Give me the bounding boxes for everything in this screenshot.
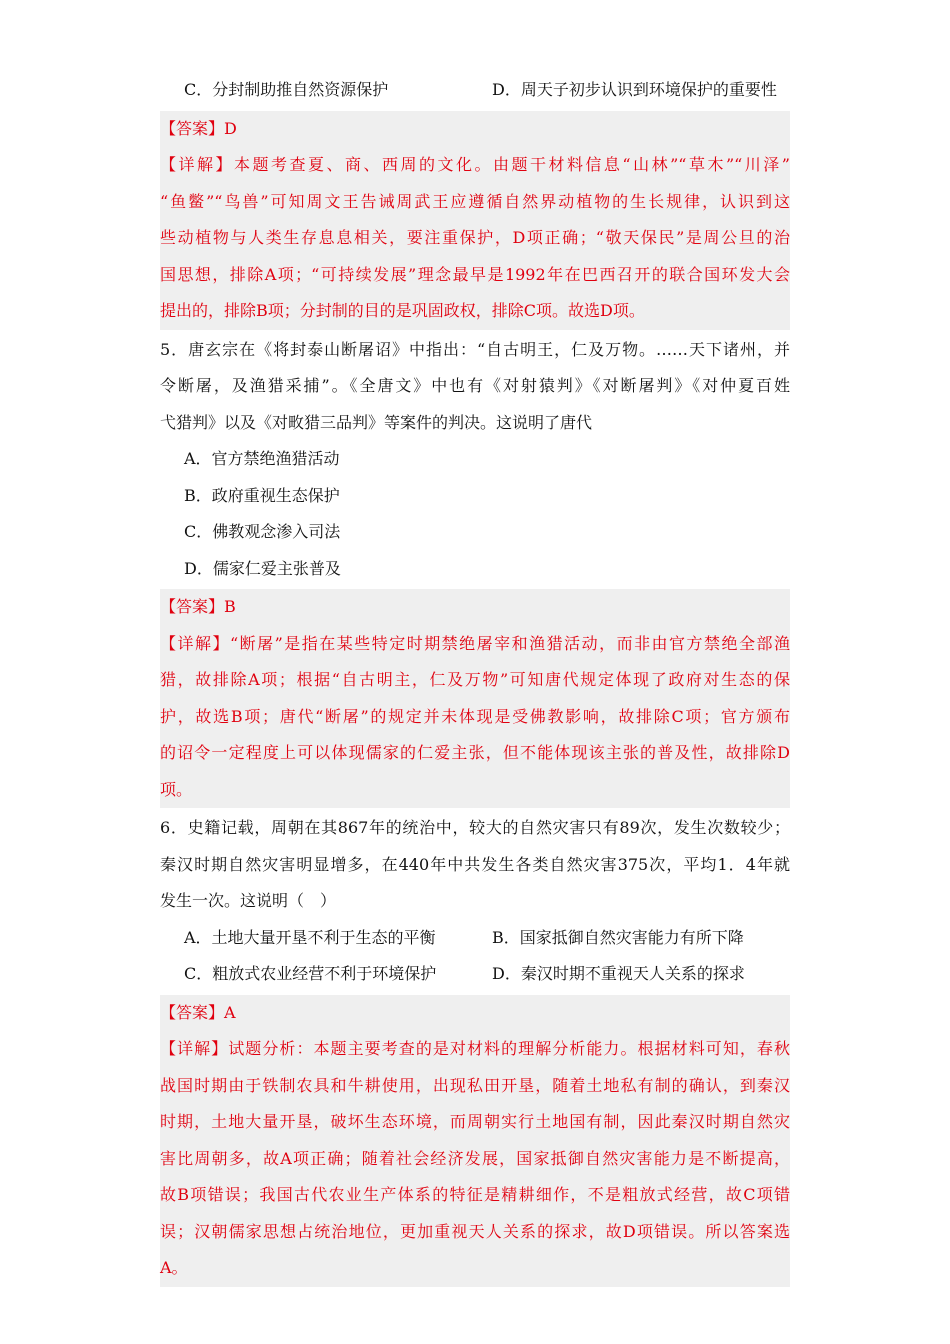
q6-detail-line: 时期，土地大量开垦，破坏生态环境，而周朝实行土地国有制，因此秦汉时期自然灾	[160, 1112, 790, 1131]
q6-stem-line: 发生一次。这说明（ ）	[160, 891, 337, 910]
q4-detail-line: 【详解】本题考查夏、商、西周的文化。由题干材料信息“山林”“草木”“川泽”	[160, 155, 790, 174]
q5-option-b[interactable]: B．政府重视生态保护	[184, 485, 340, 505]
q5-option-d[interactable]: D．儒家仁爱主张普及	[184, 558, 341, 578]
q5-detail-line: 【详解】“断屠”是指在某些特定时期禁绝屠宰和渔猎活动，而非由官方禁绝全部渔	[160, 633, 790, 653]
q6-detail-line: A。	[160, 1258, 188, 1277]
q6-detail-line: 故B项错误；我国古代农业生产体系的特征是精耕细作，不是粗放式经营，故C项错	[160, 1185, 790, 1204]
q6-options-row	[160, 920, 790, 957]
q6-option-d[interactable]: D．秦汉时期不重视天人关系的探求	[492, 964, 745, 983]
q6-answer-box	[160, 995, 790, 1287]
q4-answer: 【答案】D	[160, 118, 237, 138]
q4-answer-box	[160, 111, 790, 330]
q5-stem-line: 令断屠，及渔猎采捕”。《全唐文》中也有《对射猿判》《对断屠判》《对仲夏百姓	[160, 376, 790, 395]
q6-option-a[interactable]: A．土地大量开垦不利于生态的平衡	[184, 927, 436, 947]
q4-detail-line: 些动植物与人类生存息息相关，要注重保护，D项正确；“敬天保民”是周公旦的治	[160, 228, 790, 247]
q5-detail-line: 项。	[160, 779, 193, 799]
q4-options-row	[160, 72, 790, 109]
q6-option-c[interactable]: C．粗放式农业经营不利于环境保护	[184, 964, 437, 983]
q5-stem-line: 5．唐玄宗在《将封泰山断屠诏》中指出：“自古明王，仁及万物。……天下诸州，并	[160, 339, 790, 359]
q6-detail-line: 战国时期由于铁制农具和牛耕使用，出现私田开垦，随着土地私有制的确认，到秦汉	[160, 1075, 790, 1095]
q4-detail-line: 国思想，排除A项；“可持续发展”理念最早是1992年在巴西召开的联合国环发大会	[160, 264, 790, 284]
q6-options-row	[160, 956, 790, 993]
q6-stem-line: 6．史籍记载，周朝在其867年的统治中，较大的自然灾害只有89次，发生次数较少；	[160, 818, 790, 837]
q5-option-c[interactable]: C．佛教观念渗入司法	[184, 522, 341, 541]
q4-detail-line: 提出的，排除B项；分封制的目的是巩固政权，排除C项。故选D项。	[160, 301, 645, 320]
q5-detail-line: 猎，故排除A项；根据“自古明主，仁及万物”可知唐代规定体现了政府对生态的保	[160, 670, 790, 689]
q4-option-c[interactable]: C．分封制助推自然资源保护	[184, 80, 389, 99]
q5-stem-line: 弋猎判》以及《对畋猎三品判》等案件的判决。这说明了唐代	[160, 412, 593, 432]
q5-option-a[interactable]: A．官方禁绝渔猎活动	[184, 449, 340, 468]
exam-page	[160, 72, 790, 1289]
q6-option-b[interactable]: B．国家抵御自然灾害能力有所下降	[492, 927, 744, 947]
q5-detail-line: 护，故选B项；唐代“断屠”的规定并未体现是受佛教影响，故排除C项；官方颁布	[160, 706, 790, 726]
q5-detail-line: 的诏令一定程度上可以体现儒家的仁爱主张，但不能体现该主张的普及性，故排除D	[160, 743, 790, 762]
q5-answer-box	[160, 589, 790, 808]
q5-answer: 【答案】B	[160, 597, 236, 616]
q6-detail-line: 害比周朝多，故A项正确；随着社会经济发展，国家抵御自然灾害能力是不断提高，	[160, 1148, 790, 1168]
q6-detail-line: 【详解】试题分析：本题主要考查的是对材料的理解分析能力。根据材料可知，春秋	[160, 1039, 790, 1058]
q6-detail-line: 误；汉朝儒家思想占统治地位，更加重视天人关系的探求，故D项错误。所以答案选	[160, 1221, 790, 1241]
q6-stem-line: 秦汉时期自然灾害明显增多，在440年中共发生各类自然灾害375次，平均1．4年就	[160, 854, 790, 874]
q4-detail-line: “鱼鳖”“鸟兽”可知周文王告诫周武王应遵循自然界动植物的生长规律，认识到这	[160, 191, 790, 211]
q4-option-d[interactable]: D．周天子初步认识到环境保护的重要性	[492, 80, 777, 99]
q6-answer: 【答案】A	[160, 1002, 236, 1022]
